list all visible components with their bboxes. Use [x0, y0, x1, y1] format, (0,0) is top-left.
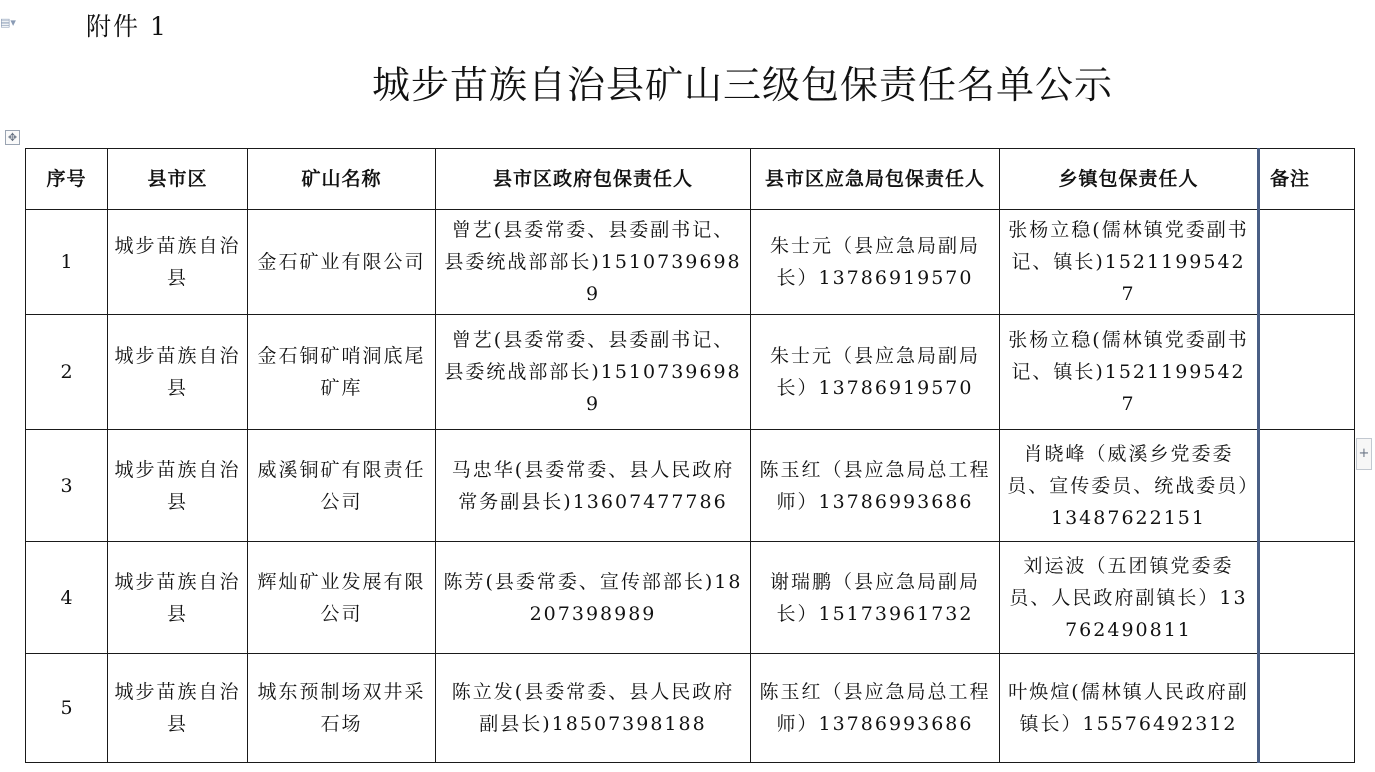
- cell-gov: 陈芳(县委常委、宣传部部长)18207398989: [436, 542, 751, 654]
- cell-county: 城步苗族自治县: [108, 315, 248, 430]
- cell-township: 刘运波（五团镇党委委员、人民政府副镇长）13762490811: [1000, 542, 1259, 654]
- cell-remark: [1259, 210, 1355, 315]
- cell-gov: 陈立发(县委常委、县人民政府副县长)18507398188: [436, 654, 751, 763]
- attachment-label: 附件 1: [86, 12, 168, 41]
- cell-county: 城步苗族自治县: [108, 210, 248, 315]
- cell-emergency: 谢瑞鹏（县应急局副局长）15173961732: [751, 542, 1000, 654]
- cell-gov: 曾艺(县委常委、县委副书记、县委统战部部长)15107396989: [436, 210, 751, 315]
- table-row: [26, 430, 1355, 542]
- cell-mine: 金石铜矿哨洞底尾矿库: [248, 315, 436, 430]
- cell-township: 肖晓峰（威溪乡党委委员、宣传委员、统战委员）13487622151: [1000, 430, 1259, 542]
- cell-emergency: 朱士元（县应急局副局长）13786919570: [751, 210, 1000, 315]
- cell-index: 2: [26, 315, 108, 430]
- header-township: 乡镇包保责任人: [1000, 149, 1259, 210]
- cell-mine: 金石矿业有限公司: [248, 210, 436, 315]
- page-title: 城步苗族自治县矿山三级包保责任名单公示: [371, 63, 1113, 107]
- header-gov: 县市区政府包保责任人: [436, 149, 751, 210]
- cell-emergency: 朱士元（县应急局副局长）13786919570: [751, 315, 1000, 430]
- responsibility-table: [25, 148, 1355, 763]
- header-county: 县市区: [108, 149, 248, 210]
- cell-county: 城步苗族自治县: [108, 430, 248, 542]
- header-mine: 矿山名称: [248, 149, 436, 210]
- table-row: [26, 654, 1355, 763]
- cell-remark: [1259, 654, 1355, 763]
- cell-township: 叶焕煊(儒林镇人民政府副镇长）15576492312: [1000, 654, 1259, 763]
- table-header-row: [26, 149, 1355, 210]
- header-remark: 备注: [1259, 149, 1355, 210]
- cell-emergency: 陈玉红（县应急局总工程师）13786993686: [751, 430, 1000, 542]
- table-move-handle-icon[interactable]: ✥: [5, 130, 20, 145]
- table-row: [26, 542, 1355, 654]
- header-emergency: 县市区应急局包保责任人: [751, 149, 1000, 210]
- cell-remark: [1259, 542, 1355, 654]
- header-index: 序号: [26, 149, 108, 210]
- cell-index: 3: [26, 430, 108, 542]
- cell-emergency: 陈玉红（县应急局总工程师）13786993686: [751, 654, 1000, 763]
- table-row: [26, 315, 1355, 430]
- table-row: [26, 210, 1355, 315]
- cell-gov: 马忠华(县委常委、县人民政府常务副县长)13607477786: [436, 430, 751, 542]
- cell-county: 城步苗族自治县: [108, 542, 248, 654]
- cell-county: 城步苗族自治县: [108, 654, 248, 763]
- cell-remark: [1259, 315, 1355, 430]
- add-column-icon[interactable]: +: [1356, 438, 1372, 470]
- cell-index: 5: [26, 654, 108, 763]
- cell-index: 1: [26, 210, 108, 315]
- cell-township: 张杨立稳(儒林镇党委副书记、镇长)15211995427: [1000, 210, 1259, 315]
- cell-mine: 辉灿矿业发展有限公司: [248, 542, 436, 654]
- cell-township: 张杨立稳(儒林镇党委副书记、镇长)15211995427: [1000, 315, 1259, 430]
- cell-mine: 威溪铜矿有限责任公司: [248, 430, 436, 542]
- cell-remark: [1259, 430, 1355, 542]
- document-icon[interactable]: ▤▾: [0, 16, 16, 29]
- cell-mine: 城东预制场双井采石场: [248, 654, 436, 763]
- cell-gov: 曾艺(县委常委、县委副书记、县委统战部部长)15107396989: [436, 315, 751, 430]
- cell-index: 4: [26, 542, 108, 654]
